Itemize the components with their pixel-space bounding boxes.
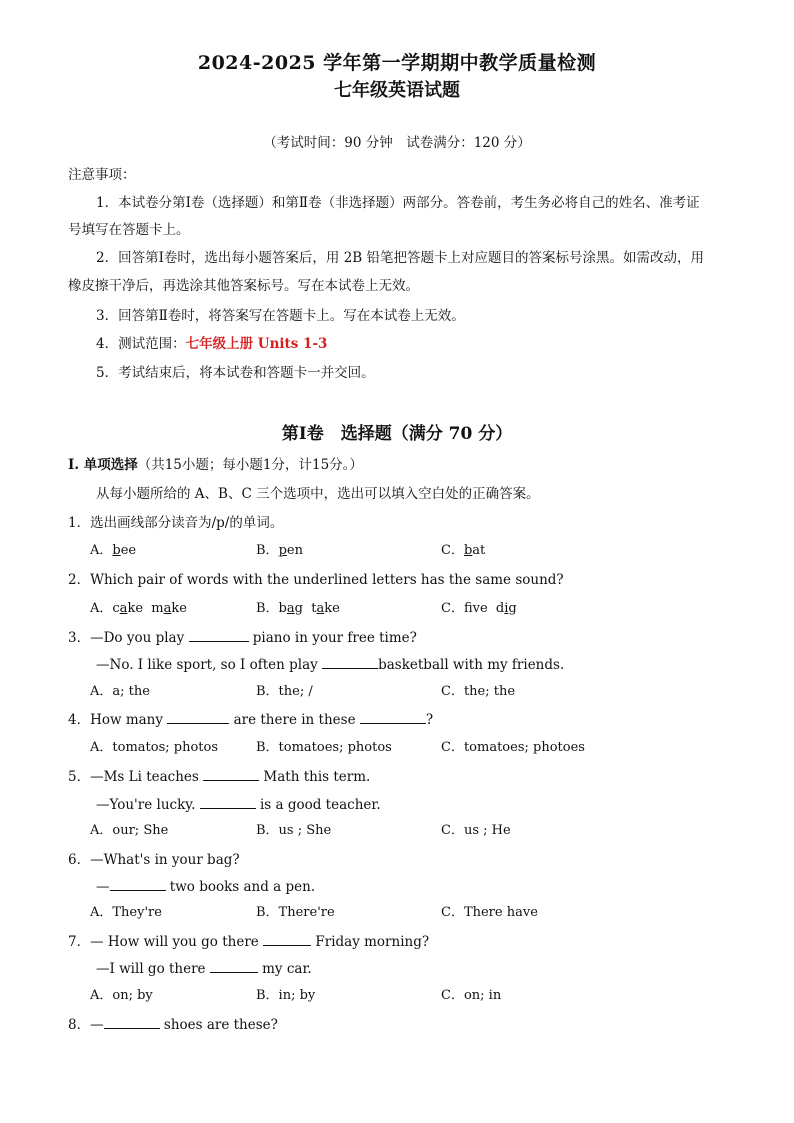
- question-3-reply: —No. I like sport, so I often play basketball with my friends.: [96, 657, 565, 673]
- exam-title: 2024-2025 学年第一学期期中教学质量检测: [197, 52, 597, 74]
- q4-option-b: B．tomatoes; photos: [256, 740, 392, 755]
- q3-option-b: B．the; /: [256, 684, 313, 699]
- q7-option-b: B．in; by: [256, 988, 316, 1003]
- q7-option-a: A．on; by: [90, 988, 153, 1003]
- question-3-stem: 3．—Do you play piano in your free time?: [68, 630, 417, 646]
- q6-option-c: C．There have: [441, 905, 538, 920]
- note-1: 1．本试卷分第Ⅰ卷（选择题）和第Ⅱ卷（非选择题）两部分。答卷前，考生务必将自己的姓名、准考证: [96, 195, 700, 211]
- q1-option-a: A．bee: [90, 543, 137, 558]
- q2-option-b: B．bag take: [256, 601, 340, 616]
- q5-option-a: A．our; She: [90, 823, 169, 838]
- note-2-cont: 橡皮擦干净后，再选涂其他答案标号。写在本试卷上无效。: [68, 278, 419, 294]
- q6-option-a: A．They're: [90, 905, 162, 920]
- q4-option-c: C．tomatoes; photoes: [441, 740, 585, 755]
- q3-option-a: A．a; the: [90, 684, 150, 699]
- q5-option-b: B．us ; She: [256, 823, 332, 838]
- answer-blank: [263, 933, 311, 946]
- question-7-stem: 7．— How will you go there Friday morning?: [68, 934, 430, 950]
- answer-blank: [360, 711, 426, 724]
- answer-blank: [189, 629, 249, 642]
- q6-option-b: B．There're: [256, 905, 335, 920]
- q4-option-a: A．tomatos; photos: [90, 740, 218, 755]
- question-5-reply: —You're lucky. is a good teacher.: [96, 797, 381, 813]
- answer-blank: [110, 878, 166, 891]
- q2-option-c: C．fve dig: [441, 601, 517, 616]
- q5-option-c: C．us ; He: [441, 823, 511, 838]
- q7-option-c: C．on; in: [441, 988, 502, 1003]
- question-6-reply: — two books and a pen.: [96, 879, 316, 895]
- note-2: 2．回答第Ⅰ卷时，选出每小题答案后，用 2B 铅笔把答题卡上对应题目的答案标号涂黑。如需改动，用: [96, 250, 705, 266]
- part-info: （共15小题；每小题1分，计15分。）: [137, 457, 363, 473]
- question-2-stem: 2．Which pair of words with the underlined letters has the same sound?: [68, 572, 564, 588]
- q2-option-a: A．cake make: [90, 601, 187, 616]
- q1-option-b: B．pen: [256, 543, 303, 558]
- notes-heading: 注意事项：: [68, 167, 136, 183]
- note-4-prefix: 4．测试范围：: [96, 336, 186, 352]
- question-8-stem: 8．— shoes are these?: [68, 1017, 278, 1033]
- q1-option-c: C．bat: [441, 543, 486, 558]
- question-7-reply: —I will go there my car.: [96, 961, 312, 977]
- question-6-stem: 6．—What's in your bag?: [68, 852, 240, 868]
- part-heading: [68, 456, 363, 474]
- question-5-stem: 5．—Ms Li teaches Math this term.: [68, 769, 371, 785]
- part-label: I. 单项选择: [68, 457, 138, 473]
- note-1-cont: 号填写在答题卡上。: [68, 222, 190, 238]
- test-range: 七年级上册 Units 1-3: [185, 336, 328, 352]
- exam-info: （考试时间：90 分钟 试卷满分：120 分）: [263, 135, 531, 151]
- answer-blank: [200, 796, 256, 809]
- q3-option-c: C．the; the: [441, 684, 516, 699]
- section-title: 第Ⅰ卷 选择题（满分 70 分）: [281, 424, 513, 444]
- part-instruction: 从每小题所给的 A、B、C 三个选项中，选出可以填入空白处的正确答案。: [96, 486, 540, 502]
- question-1-stem: 1．选出画线部分读音为/p/的单词。: [68, 515, 284, 531]
- note-4: [96, 335, 327, 353]
- note-5: 5．考试结束后，将本试卷和答题卡一并交回。: [96, 365, 375, 381]
- exam-subtitle: 七年级英语试题: [334, 80, 460, 101]
- question-4-stem: 4．How many are there in these ?: [68, 712, 434, 728]
- answer-blank: [322, 656, 378, 669]
- answer-blank: [210, 960, 258, 973]
- answer-blank: [104, 1016, 160, 1029]
- answer-blank: [167, 711, 229, 724]
- answer-blank: [203, 768, 259, 781]
- note-3: 3．回答第Ⅱ卷时，将答案写在答题卡上。写在本试卷上无效。: [96, 308, 465, 324]
